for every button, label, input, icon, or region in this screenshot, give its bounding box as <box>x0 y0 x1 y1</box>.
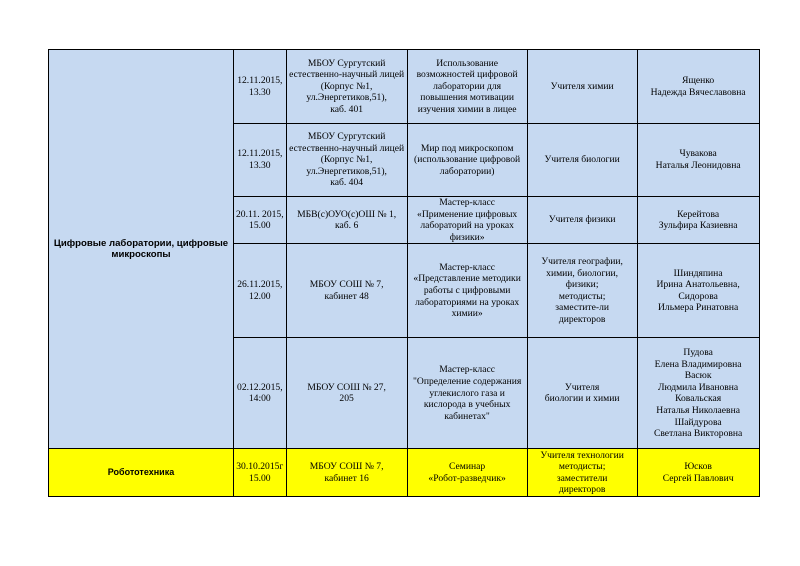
presenters-line: Надежда Вячеславовна <box>650 86 746 98</box>
presenters-line: Наталья Николаевна <box>656 404 740 416</box>
place-cell <box>286 338 407 449</box>
date-line: 14:00 <box>248 393 271 405</box>
place-cell <box>286 50 407 124</box>
date-cell <box>234 50 287 124</box>
place-line: (Корпус №1, <box>320 80 373 92</box>
audience-line: методисты; <box>558 461 606 473</box>
audience-line: Учителя технологии <box>540 449 624 461</box>
presenters-line: Светлана Викторовна <box>653 428 743 440</box>
place-line: естественно-научный лицей <box>289 142 405 154</box>
event-line: Мастер-класс <box>439 364 495 376</box>
event-cell <box>407 124 527 197</box>
presenters-cell <box>637 124 759 197</box>
audience-cell <box>527 50 637 124</box>
date-cell <box>234 197 287 244</box>
event-line: «Робот-разведчик» <box>428 472 506 484</box>
event-line: углекислого газа и <box>429 387 505 399</box>
place-line: ул.Энергетиков,51), <box>306 165 387 177</box>
audience-cell <box>527 244 637 338</box>
audience-line: Учителя физики <box>548 214 616 226</box>
presenters-line: Сергей Павлович <box>662 472 734 484</box>
schedule-table <box>48 49 760 497</box>
audience-line: заместите-ли <box>555 302 610 314</box>
event-line: изучения химии в лицее <box>417 103 517 115</box>
presenters-line: Зульфира Казиевна <box>658 220 738 232</box>
place-line: (Корпус №1, <box>320 154 373 166</box>
presenters-line: Ирина Анатольевна, <box>656 279 740 291</box>
audience-line: биологии и химии <box>544 393 620 405</box>
presenters-line: Шайдурова <box>674 416 722 428</box>
audience-cell <box>527 449 637 497</box>
date-cell <box>234 124 287 197</box>
presenters-line: Наталья Леонидовна <box>655 160 741 171</box>
place-line: МБОУ Сургутский <box>307 57 386 69</box>
place-cell <box>286 124 407 197</box>
event-line: (использование цифровой <box>414 154 521 166</box>
date-line: 12.11.2015, <box>237 148 283 160</box>
presenters-line: Елена Владимировна <box>654 358 742 370</box>
event-line: Использование <box>436 57 499 69</box>
place-line: ул.Энергетиков,51), <box>306 92 387 104</box>
date-line: 02.12.2015, <box>237 381 283 393</box>
event-line: «Представление методики <box>413 273 521 285</box>
presenters-line: Юсков <box>684 461 712 473</box>
place-line: МБОУ СОШ № 7, <box>309 279 384 291</box>
presenters-line: Ковальская <box>675 393 722 405</box>
event-line: лабораторий на уроках <box>420 220 514 232</box>
date-line: 15.00 <box>249 472 271 484</box>
date-line: 12.11.2015, <box>237 74 283 86</box>
event-line: Мастер-класс <box>439 197 495 208</box>
presenters-line: Ященко <box>682 74 715 86</box>
event-cell <box>407 197 527 244</box>
audience-line: методисты; <box>558 290 606 302</box>
presenters-line: Пудова <box>683 347 713 358</box>
event-cell <box>407 244 527 338</box>
audience-line: заместители <box>556 472 608 484</box>
event-line: лаборатории для <box>433 80 502 92</box>
presenters-line: Людмила Ивановна <box>658 381 739 393</box>
place-line: кабинет 48 <box>324 290 369 302</box>
event-cell <box>407 50 527 124</box>
date-line: 20.11. 2015, <box>236 208 284 220</box>
place-cell <box>286 449 407 497</box>
place-cell <box>286 244 407 338</box>
place-cell <box>286 197 407 244</box>
place-line: МБОУ СОШ № 27, <box>307 381 386 393</box>
event-line: повышения мотивации <box>420 92 514 104</box>
presenters-cell <box>637 338 759 449</box>
event-line: Мир под микроскопом <box>420 142 514 154</box>
presenters-line: Васюк <box>684 370 712 382</box>
presenters-cell <box>637 244 759 338</box>
presenters-line: Шиндяпина <box>673 267 723 279</box>
audience-line: Учителя химии <box>550 80 614 92</box>
presenters-cell <box>637 50 759 124</box>
event-line: лабораториями на уроках <box>415 296 520 308</box>
event-line: химии» <box>451 308 483 320</box>
place-line: МБОУ Сургутский <box>307 131 386 143</box>
audience-cell <box>527 197 637 244</box>
event-line: Семинар <box>449 461 486 473</box>
date-cell <box>234 338 287 449</box>
presenters-line: Керейтова <box>677 208 720 220</box>
date-line: 30.10.2015г <box>236 461 284 473</box>
place-line: кабинет 16 <box>324 472 369 484</box>
event-line: кабинетах" <box>444 410 490 422</box>
presenters-line: Сидорова <box>678 290 718 302</box>
date-line: 26.11.2015, <box>237 279 283 291</box>
audience-line: Учителя географии, <box>541 256 623 268</box>
place-line: МБВ(с)ОУО(с)ОШ № 1, <box>297 208 397 220</box>
event-line: "Определение содержания <box>412 375 522 387</box>
date-line: 12.00 <box>249 290 271 302</box>
audience-line: Учителя <box>564 381 600 393</box>
presenters-line: Ильмера Ринатовна <box>657 302 739 314</box>
audience-line: химии, биологии, <box>546 267 619 279</box>
event-line: работы с цифровыми <box>423 285 511 297</box>
audience-cell <box>527 124 637 197</box>
event-cell <box>407 338 527 449</box>
audience-cell <box>527 338 637 449</box>
event-cell <box>407 449 527 497</box>
place-line: каб. 404 <box>330 177 364 189</box>
date-line: 13.30 <box>249 160 271 171</box>
audience-line: физики; <box>565 279 599 291</box>
date-line: 15.00 <box>249 220 271 232</box>
topic-cell: Цифровые лаборатории, цифровые микроскопы <box>49 50 234 449</box>
place-line: каб. 6 <box>335 220 359 232</box>
event-line: лаборатории) <box>439 165 495 177</box>
topic-cell: Робототехника <box>49 449 234 497</box>
event-line: возможностей цифровой <box>416 69 518 81</box>
date-line: 13.30 <box>249 86 271 98</box>
table-row <box>49 449 760 497</box>
presenters-cell <box>637 449 759 497</box>
presenters-cell <box>637 197 759 244</box>
place-line: каб. 401 <box>330 103 364 115</box>
place-line: 205 <box>339 393 354 405</box>
presenters-line: Чувакова <box>679 148 717 160</box>
event-line: Мастер-класс <box>439 261 495 273</box>
event-line: кислорода в учебных <box>423 399 511 411</box>
date-cell <box>234 244 287 338</box>
event-line: «Применение цифровых <box>417 208 518 220</box>
place-line: естественно-научный лицей <box>289 69 405 81</box>
place-line: МБОУ СОШ № 7, <box>309 461 384 473</box>
event-line: физики» <box>449 231 485 243</box>
audience-line: директоров <box>558 314 606 326</box>
date-cell <box>234 449 287 497</box>
audience-line: Учителя биологии <box>544 154 620 166</box>
table-row <box>49 50 760 124</box>
audience-line: директоров <box>558 484 606 496</box>
schedule-body <box>49 50 760 497</box>
